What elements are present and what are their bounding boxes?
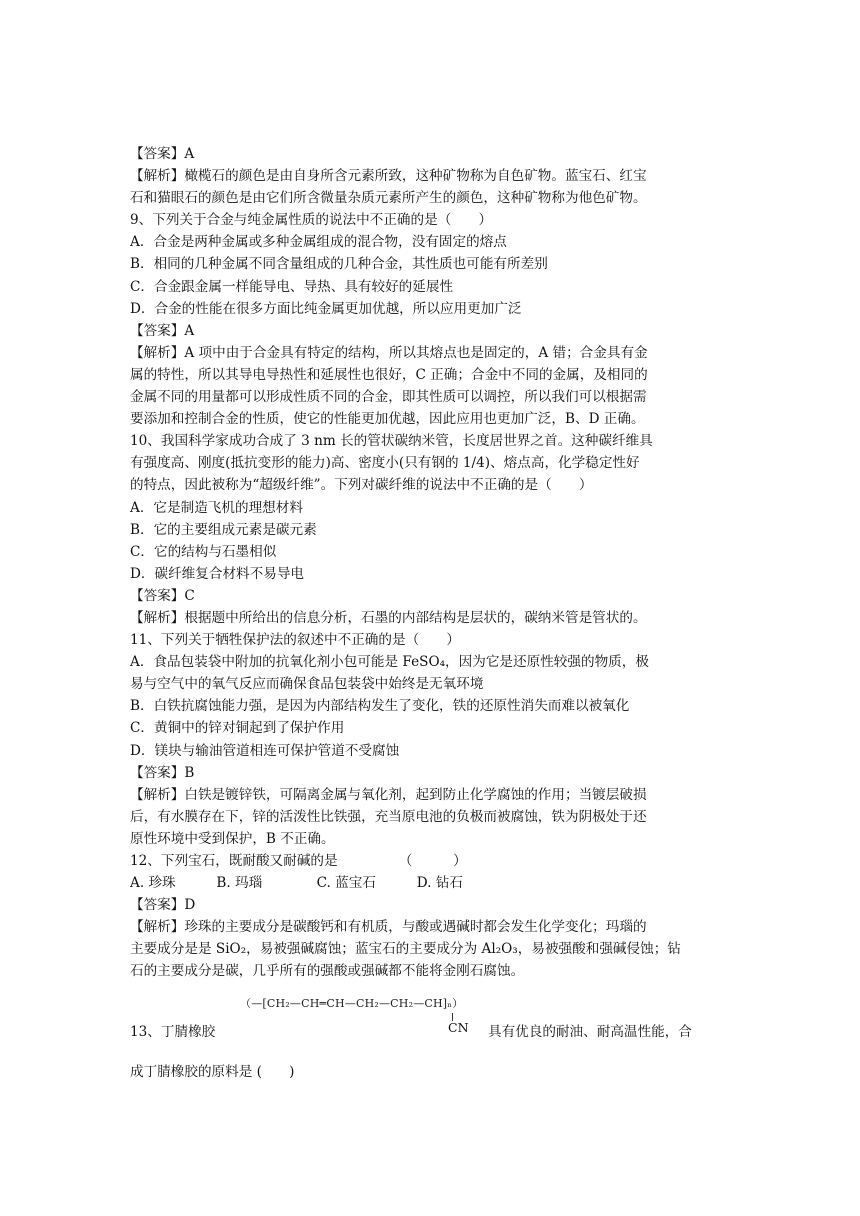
question-13-text: 具有优良的耐油、耐高温性能，合: [488, 1023, 692, 1040]
question-13: [130, 983, 730, 1047]
option-d: D．镁块与输油管道相连可保护管道不受腐蚀: [130, 742, 400, 759]
option-b: B．白铁抗腐蚀能力强，是因为内部结构发生了变化，铁的还原性消失而难以被氧化: [130, 698, 630, 715]
question-10: 10、我国科学家成功合成了 3 nm 长的管状碳纳米管，长度居世界之首。这种碳纤维具: [130, 433, 653, 450]
document-content: [130, 143, 730, 1083]
option-b: B．相同的几种金属不同含量组成的几种合金，其性质也可能有所差别: [130, 256, 548, 273]
option-c: C．黄铜中的锌对铜起到了保护作用: [130, 720, 345, 737]
analysis-line: 【解析】橄榄石的颜色是由自身所含元素所致，这种矿物称为自色矿物。蓝宝石、红宝: [130, 168, 647, 185]
polymer-formula: （—[CH₂—CH═CH—CH₂—CH₂—CH]ₙ）: [240, 996, 464, 1010]
answer-line: 【答案】B: [130, 764, 195, 781]
analysis-line: 金属不同的用量都可以形成性质不同的合金，即其性质可以调控，所以我们可以根据需: [130, 389, 647, 406]
option-c: C．合金跟金属一样能导电、导热、具有较好的延展性: [130, 278, 454, 295]
option-c: C．它的结构与石墨相似: [130, 543, 277, 560]
analysis-line: 【解析】A 项中由于合金具有特定的结构，所以其熔点也是固定的，A 错；合金具有金: [130, 344, 648, 361]
question-10-line: 有强度高、刚度(抵抗变形的能力)高、密度小(只有钢的 1/4)、熔点高，化学稳定性好: [130, 455, 640, 472]
analysis-line: 【解析】白铁是镀锌铁，可隔离金属与氧化剂，起到防止化学腐蚀的作用；当镀层破损: [130, 786, 647, 803]
analysis-line: 主要成分是是 SiO₂，易被强碱腐蚀；蓝宝石的主要成分为 Al₂O₃，易被强酸和强碱侵蚀；钻: [130, 941, 681, 958]
answer-line: 【答案】C: [130, 587, 195, 604]
analysis-line: 原性环境中受到保护，B 不正确。: [130, 830, 335, 847]
analysis-line: 要添加和控制合金的性质，使它的性能更加优越，因此应用也更加广泛，B、D 正确。: [130, 411, 645, 428]
option-a: A．合金是两种金属或多种金属组成的混合物，没有固定的熔点: [130, 234, 507, 251]
formula-cn-group: CN: [448, 1019, 469, 1035]
analysis-line: 后，有水膜存在下，锌的活泼性比铁强，充当原电池的负极而被腐蚀，铁为阴极处于还: [130, 808, 647, 825]
option-a-cont: 易与空气中的氧气反应而确保食品包装袋中始终是无氧环境: [130, 676, 484, 693]
question-9: 9、下列关于合金与纯金属性质的说法中不正确的是（ ）: [130, 212, 493, 229]
question-13-label: 13、丁腈橡胶: [130, 1023, 216, 1040]
question-13-row: [130, 1020, 730, 1040]
option-a: A．食品包装袋中附加的抗氧化剂小包可能是 FeSO₄，因为它是还原性较强的物质，极: [130, 654, 649, 671]
option-b: B．它的主要组成元素是碳元素: [130, 521, 317, 538]
analysis-line: 【解析】根据题中所给出的信息分析，石墨的内部结构是层状的，碳纳米管是管状的。: [130, 609, 647, 626]
question-12: 12、下列宝石，既耐酸又耐碱的是 （ ）: [130, 853, 467, 869]
option-a: A．它是制造飞机的理想材料: [130, 499, 303, 516]
question-13-last-line: 成丁腈橡胶的原料是 ( ): [130, 1063, 295, 1080]
analysis-line: 石的主要成分是碳，几乎所有的强酸或强碱都不能将金刚石腐蚀。: [130, 963, 525, 980]
option-d: D．碳纤维复合材料不易导电: [130, 565, 305, 582]
analysis-line: 【解析】珍珠的主要成分是碳酸钙和有机质，与酸或遇碱时都会发生化学变化；玛瑙的: [130, 919, 647, 936]
answer-line: 【答案】D: [130, 897, 196, 914]
options-row: A. 珍珠 B. 玛瑙 C. 蓝宝石 D. 钻石: [130, 875, 463, 892]
question-10-line: 的特点，因此被称为“超级纤维”。下列对碳纤维的说法中不正确的是（ ）: [130, 477, 593, 494]
question-11: 11、下列关于牺牲保护法的叙述中不正确的是（ ）: [130, 632, 460, 649]
option-d: D．合金的性能在很多方面比纯金属更加优越，所以应用更加广泛: [130, 300, 522, 317]
answer-line: 【答案】A: [130, 146, 195, 162]
analysis-line: 属的特性，所以其导电导热性和延展性也很好，C 正确；合金中不同的金属，及相同的: [130, 366, 648, 383]
answer-line: 【答案】A: [130, 322, 195, 339]
analysis-line: 石和猫眼石的颜色是由它们所含微量杂质元素所产生的颜色，这种矿物称为他色矿物。: [130, 190, 647, 207]
